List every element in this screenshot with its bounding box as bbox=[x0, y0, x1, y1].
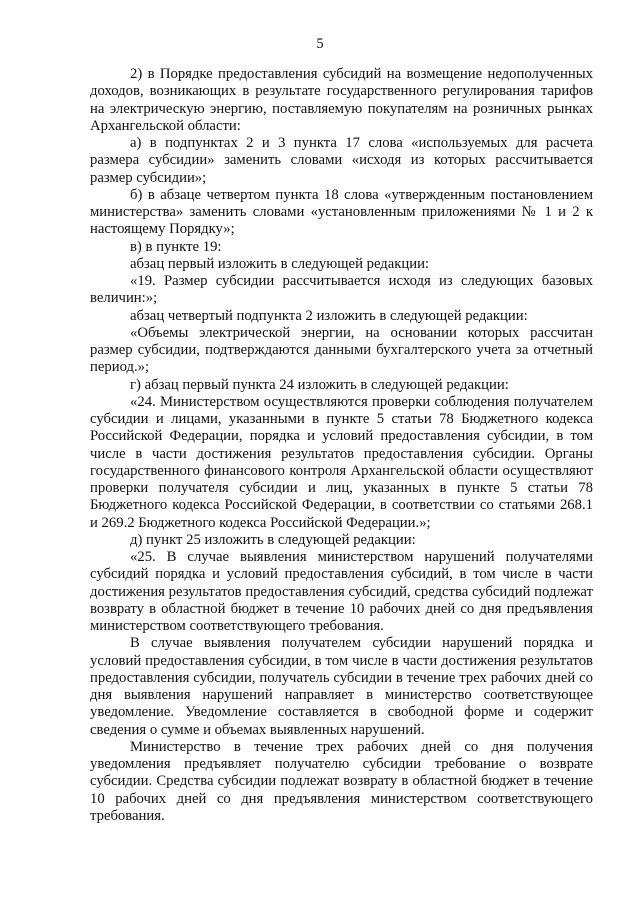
page-number: 5 bbox=[316, 36, 324, 52]
paragraph-volumes-text: «Объемы электрической энергии, на основании которых рассчитан размер субсидии, подтверждаются данными бухгалтерского учета за отчетный период.»; bbox=[90, 324, 593, 376]
paragraph-item-v-instruction-1: абзац первый изложить в следующей редакции: bbox=[130, 255, 430, 272]
document-body bbox=[90, 66, 593, 825]
paragraph-point-19-text: «19. Размер субсидии рассчитывается исходя из следующих базовых величин:»; bbox=[90, 273, 593, 307]
paragraph-point-24-text: «24. Министерством осуществляются проверки соблюдения получателем субсидии и лицами, указанными в пункте 5 статьи 78 Бюджетного кодекса Российской Федерации, порядка и условий предоставления субсидии, в том числе в части достижения результатов предоставления субсидии. Органы государственного финансового контроля Архангельской области осуществляют проверки получателя субсидии и лиц, указанных в пункте 5 статьи 78 Бюджетного кодекса Российской Федерации, в соответствии со статьями 268.1 и 269.2 Бюджетного кодекса Российской Федерации.»; bbox=[90, 393, 593, 531]
paragraph-point-25-text: «25. В случае выявления министерством нарушений получателями субсидий порядка и условий предоставления субсидий, в том числе в части достижения результатов предоставления субсидий, средства субсидий подлежат возврату в областной бюджет в течение 10 рабочих дней со дня предъявления министерством соответствующего требования. bbox=[90, 549, 593, 634]
paragraph-item-b: б) в абзаце четвертом пункта 18 слова «утвержденным постановлением министерства» заменить словами «установленным приложениями № 1 и 2 к настоящему Порядку»; bbox=[90, 186, 593, 238]
paragraph-item-v-instruction-2: абзац четвертый подпункта 2 изложить в следующей редакции: bbox=[130, 307, 528, 324]
paragraph-item-a: а) в подпунктах 2 и 3 пункта 17 слова «используемых для расчета размера субсидии» заменить словами «исходя из которых рассчитывается размер субсидии»; bbox=[90, 135, 593, 186]
paragraph-item-d: д) пункт 25 изложить в следующей редакции: bbox=[130, 531, 416, 548]
paragraph-section-2-intro: 2) в Порядке предоставления субсидий на возмещение недополученных доходов, возникающих в результате государственного регулирования тарифов на электрическую энергию, поставляемую покупателям на розничных рынках Архангельской области: bbox=[90, 66, 593, 134]
paragraph-item-v: в) в пункте 19: bbox=[130, 238, 222, 255]
paragraph-item-g: г) абзац первый пункта 24 изложить в следующей редакции: bbox=[130, 376, 509, 393]
paragraph-ministry-demand: Министерство в течение трех рабочих дней со дня получения уведомления предъявляет получателю субсидии требование о возврате субсидии. Средства субсидии подлежат возврату в областной бюджет в течение 10 рабочих дней со дня предъявления министерством соответствующего требования. bbox=[90, 738, 593, 824]
paragraph-violation-notice: В случае выявления получателем субсидии нарушений порядка и условий предоставления субсидии, в том числе в части достижения результатов предоставления субсидии, получатель субсидии в течение трех рабочих дней со дня выявления нарушений направляет в министерство соответствующее уведомление. Уведомление составляется в свободной форме и содержит сведения о сумме и объемах выявленных нарушений. bbox=[90, 635, 593, 738]
